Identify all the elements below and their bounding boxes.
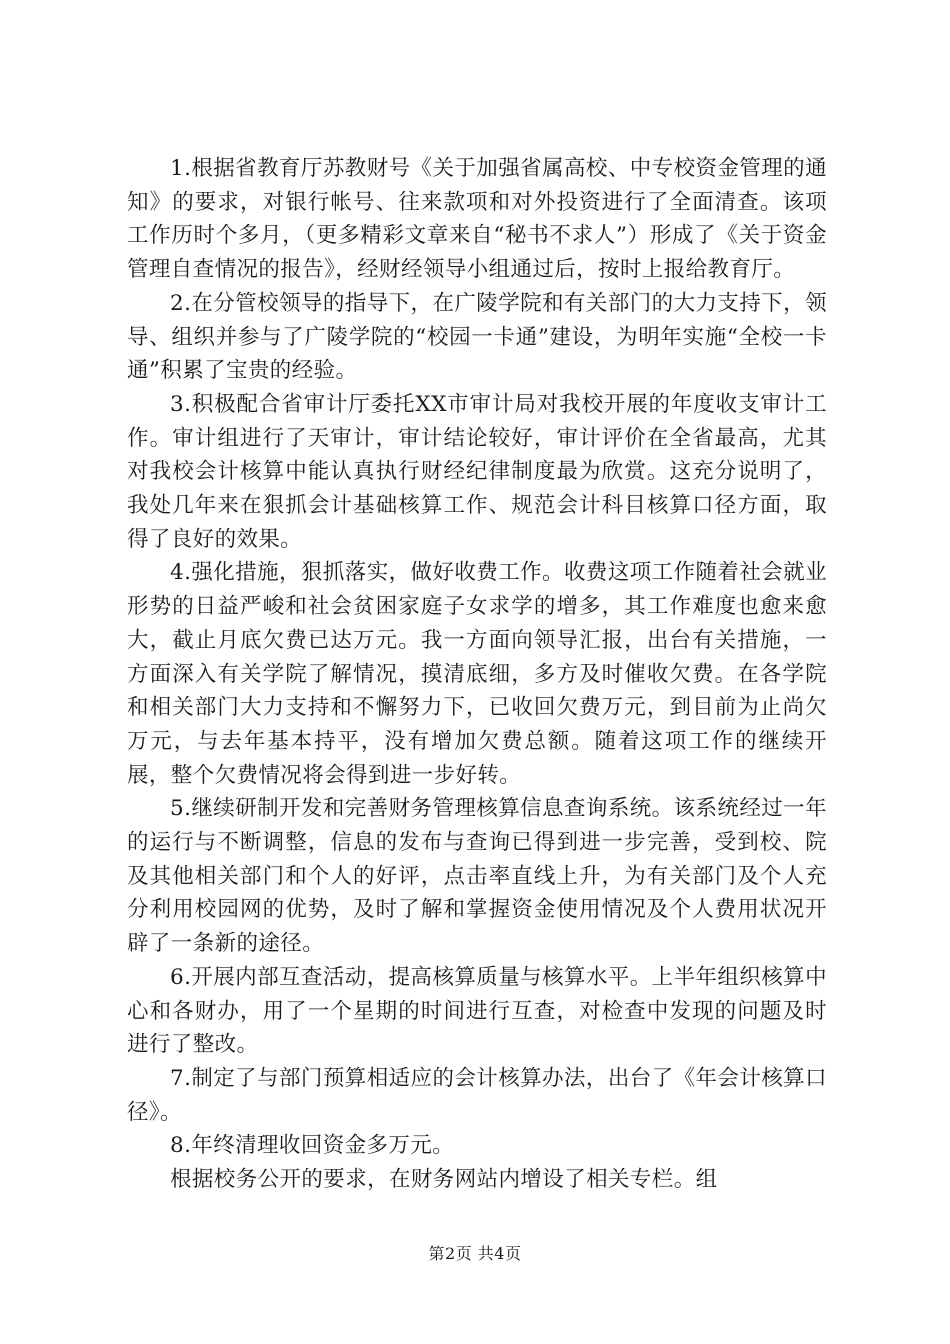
paragraph-6: 6.开展内部互查活动，提高核算质量与核算水平。上半年组织核算中心和各财办，用了一个星期的时间进行互查，对检查中发现的问题及时进行了整改。 [127,964,827,1058]
paragraph-3: 3.积极配合省审计厅委托XX市审计局对我校开展的年度收支审计工作。审计组进行了天审计，审计结论较好，审计评价在全省最高，尤其对我校会计核算中能认真执行财经纪律制度最为欣赏。这充分说明了，我处几年来在狠抓会计基础核算工作、规范会计科目核算口径方面，取得了良好的效果。 [127,391,827,552]
document-body [127,152,827,1197]
paragraph-4: 4.强化措施，狠抓落实，做好收费工作。收费这项工作随着社会就业形势的日益严峻和社会贫困家庭子女求学的增多，其工作难度也愈来愈大，截止月底欠费已达万元。我一方面向领导汇报，出台有关措施，一方面深入有关学院了解情况，摸清底细，多方及时催收欠费。在各学院和相关部门大力支持和不懈努力下，已收回欠费万元，到目前为止尚欠万元，与去年基本持平，没有增加欠费总额。随着这项工作的继续开展，整个欠费情况将会得到进一步好转。 [127,560,827,788]
paragraph-5: 5.继续研制开发和完善财务管理核算信息查询系统。该系统经过一年的运行与不断调整，信息的发布与查询已得到进一步完善，受到校、院及其他相关部门和个人的好评，点击率直线上升，为有关部门及个人充分利用校园网的优势，及时了解和掌握资金使用情况及个人费用状况开辟了一条新的途径。 [127,796,827,957]
paragraph-8: 8.年终清理收回资金多万元。 [170,1133,455,1159]
paragraph-9: 根据校务公开的要求，在财务网站内增设了相关专栏。组 [170,1167,718,1193]
paragraph-2: 2.在分管校领导的指导下，在广陵学院和有关部门的大力支持下，领导、组织并参与了广陵学院的“校园一卡通”建设，为明年实施“全校一卡通”积累了宝贵的经验。 [127,290,827,384]
paragraph-7: 7.制定了与部门预算相适应的会计核算办法，出台了《年会计核算口径》。 [127,1065,827,1125]
paragraph-1: 1.根据省教育厅苏教财号《关于加强省属高校、中专校资金管理的通知》的要求，对银行帐号、往来款项和对外投资进行了全面清查。该项工作历时个多月，（更多精彩文章来自“秘书不求人”）形成了《关于资金管理自查情况的报告》，经财经领导小组通过后，按时上报给教育厅。 [127,156,827,283]
page-number-footer: 第2页 共4页 [428,1244,522,1263]
